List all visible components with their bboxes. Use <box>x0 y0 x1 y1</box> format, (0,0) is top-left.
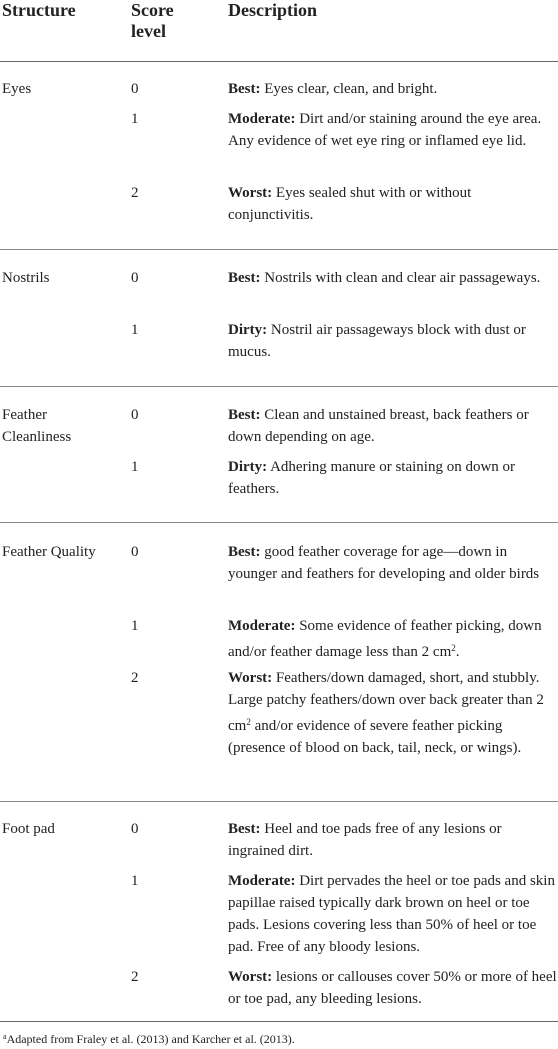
description <box>228 541 558 585</box>
structure-feather-cleanliness-line1: Feather <box>2 407 47 423</box>
description-text: Adhering manure or staining on down or feathers. <box>228 459 516 497</box>
description <box>228 78 558 100</box>
table-bottom-rule <box>0 1021 558 1022</box>
score-level: 1 <box>131 618 139 634</box>
description-text: Nostrils with clean and clear air passageways. <box>260 270 541 286</box>
description <box>228 966 558 1010</box>
description-label: Best: <box>228 81 261 97</box>
header-rule <box>0 61 558 62</box>
group-divider <box>0 249 558 250</box>
description-text: Clean and unstained breast, back feathers or down depending on age. <box>228 407 529 445</box>
description <box>228 267 558 289</box>
score-level: 0 <box>131 821 139 837</box>
group-divider <box>0 386 558 387</box>
description-label: Best: <box>228 821 261 837</box>
score-level: 2 <box>131 670 139 686</box>
column-header-structure: Structure <box>2 0 76 20</box>
description-label: Best: <box>228 270 261 286</box>
description-text: lesions or callouses cover 50% or more of heel or toe pad, any bleeding lesions. <box>228 969 557 1007</box>
score-level: 2 <box>131 185 139 201</box>
table-footnote <box>3 1030 295 1046</box>
structure-feather-cleanliness-line2: Cleanliness <box>2 429 72 445</box>
score-level: 1 <box>131 459 139 475</box>
description-label: Best: <box>228 407 261 423</box>
structure-nostrils: Nostrils <box>2 270 50 286</box>
score-level: 2 <box>131 969 139 985</box>
superscript: 2 <box>451 643 456 653</box>
description <box>228 818 558 862</box>
column-header-score-level-line1: Score <box>131 0 174 20</box>
description <box>228 615 558 663</box>
description-label: Dirty: <box>228 322 268 338</box>
description-label: Worst: <box>228 670 273 686</box>
description-text: and/or evidence of severe feather picking (presence of blood on back, tail, neck, or wings). <box>228 718 522 756</box>
description-label: Worst: <box>228 185 273 201</box>
description <box>228 108 558 152</box>
description-text: Eyes sealed shut with or without conjunctivitis. <box>228 185 472 223</box>
description <box>228 667 558 759</box>
footnote-marker: a <box>3 1032 7 1041</box>
description-text: . <box>455 644 460 660</box>
score-level: 0 <box>131 407 139 423</box>
score-level: 1 <box>131 111 139 127</box>
score-level: 1 <box>131 322 139 338</box>
superscript: 2 <box>246 717 251 727</box>
description-text: good feather coverage for age—down in younger and feathers for developing and older birds <box>228 544 540 582</box>
footnote-text: Adapted from Fraley et al. (2013) and Karcher et al. (2013). <box>6 1032 295 1046</box>
description-text: Eyes clear, clean, and bright. <box>260 81 438 97</box>
score-level: 0 <box>131 81 139 97</box>
group-divider <box>0 801 558 802</box>
description <box>228 182 558 226</box>
score-level: 0 <box>131 270 139 286</box>
description-label: Moderate: <box>228 873 296 889</box>
column-header-score-level-line2: level <box>131 21 166 41</box>
description <box>228 319 558 363</box>
structure-feather-quality: Feather Quality <box>2 544 96 560</box>
description <box>228 404 558 448</box>
description-text: Some evidence of feather picking, down and/or feather damage less than 2 cm <box>228 618 542 660</box>
structure-foot-pad: Foot pad <box>2 821 55 837</box>
score-level: 1 <box>131 873 139 889</box>
group-divider <box>0 522 558 523</box>
column-header-description: Description <box>228 0 317 20</box>
description-label: Moderate: <box>228 618 296 634</box>
score-level: 0 <box>131 544 139 560</box>
description <box>228 456 558 500</box>
description-label: Dirty: <box>228 459 268 475</box>
description-text: Heel and toe pads free of any lesions or ingrained dirt. <box>228 821 502 859</box>
description-text: Feathers/down damaged, short, and stubbly. Large patchy feathers/down over back greater than 2 cm <box>228 670 544 734</box>
description-text: Dirt and/or staining around the eye area. Any evidence of wet eye ring or inflamed eye lid. <box>228 111 542 149</box>
description-label: Best: <box>228 544 261 560</box>
description-text: Nostril air passageways block with dust or mucus. <box>228 322 526 360</box>
structure-eyes: Eyes <box>2 81 32 97</box>
description-text: Dirt pervades the heel or toe pads and skin papillae raised typically dark brown on heel or toe pads. Lesions covering less than 50% of heel or toe pad. Free of any bloody lesions. <box>228 873 555 955</box>
description-label: Worst: <box>228 969 273 985</box>
description <box>228 870 558 958</box>
description-label: Moderate: <box>228 111 296 127</box>
